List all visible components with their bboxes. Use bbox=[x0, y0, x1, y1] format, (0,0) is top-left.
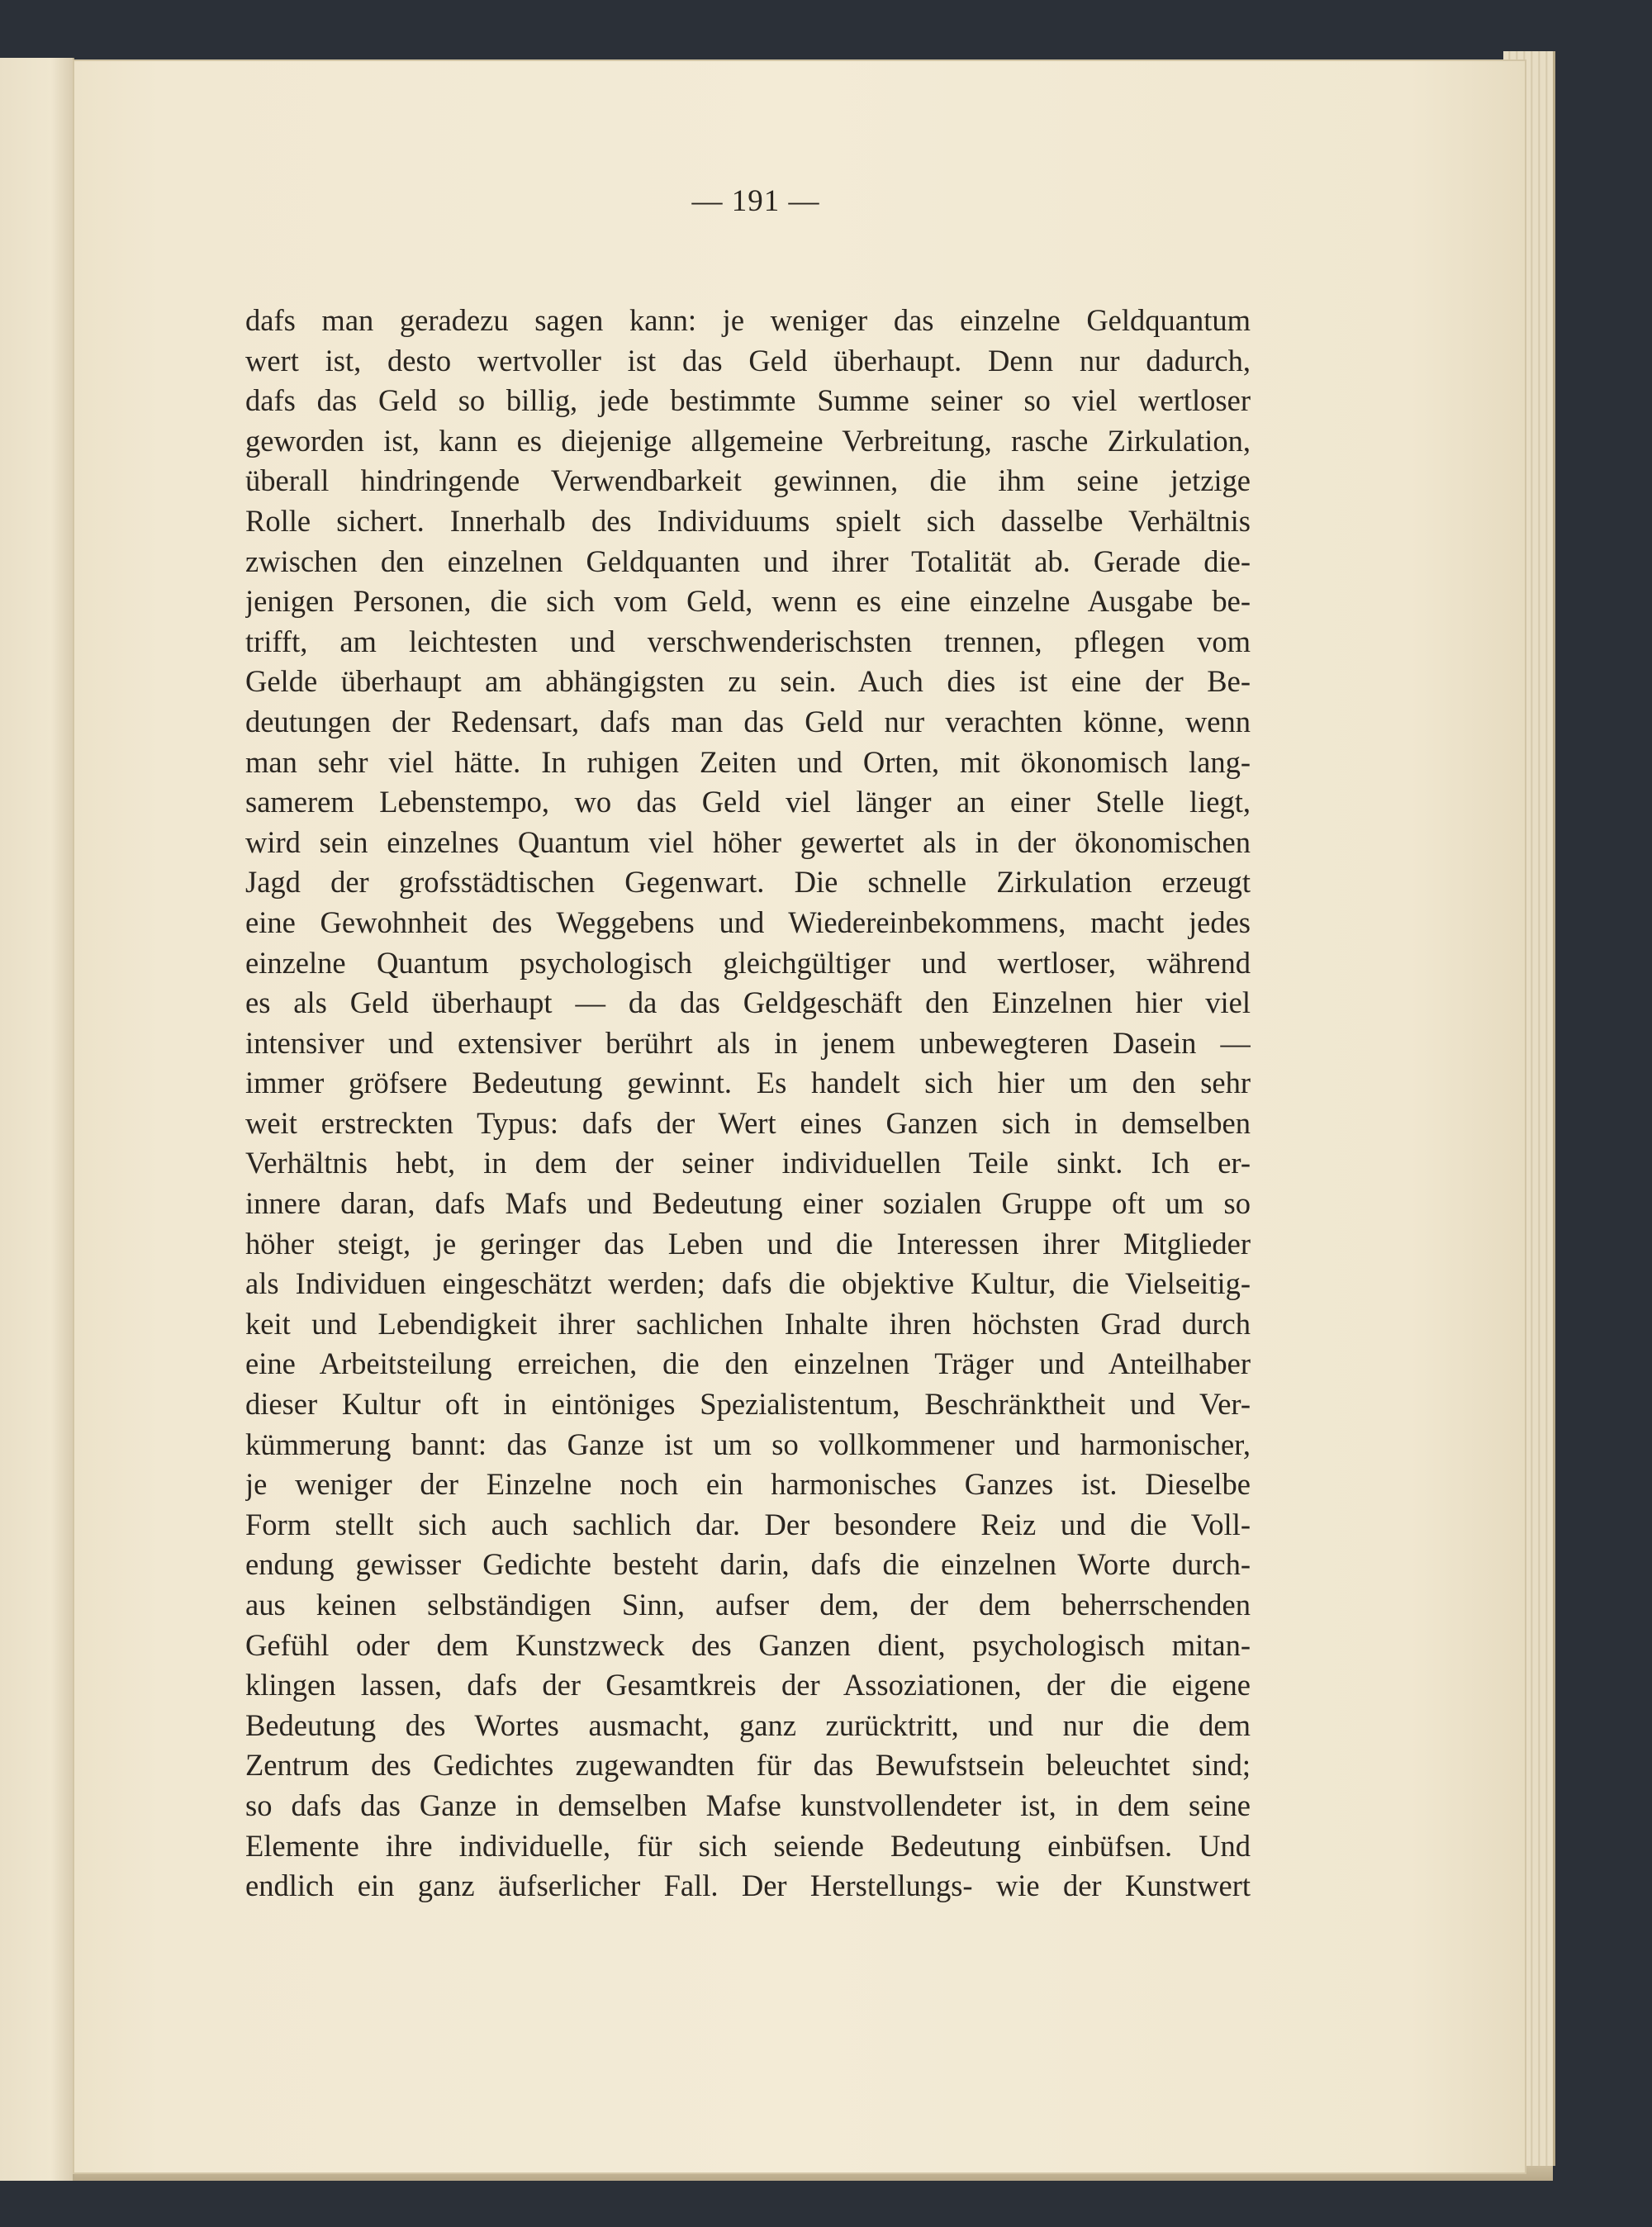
text-line: Rolle sichert. Innerhalb des Individuums spielt sich dasselbe Verhältnis bbox=[245, 503, 1251, 538]
text-line: weit erstreckten Typus: dafs der Wert eines Ganzen sich in demselben bbox=[245, 1105, 1251, 1140]
text-line: zwischen den einzelnen Geldquanten und ihrer Totalität ab. Gerade die- bbox=[245, 544, 1251, 578]
text-line: samerem Lebenstempo, wo das Geld viel länger an einer Stelle liegt, bbox=[245, 785, 1251, 819]
text-line: klingen lassen, dafs der Gesamtkreis der Assoziationen, der die eigene bbox=[245, 1668, 1251, 1702]
text-line: immer gröfsere Bedeutung gewinnt. Es handelt sich hier um den sehr bbox=[245, 1066, 1251, 1100]
text-line: aus keinen selbständigen Sinn, aufser dem, der dem beherrschenden bbox=[245, 1588, 1251, 1622]
text-line: jenigen Personen, die sich vom Geld, wenn es eine einzelne Ausgabe be- bbox=[245, 584, 1251, 619]
text-line: überall hindringende Verwendbarkeit gewinnen, die ihm seine jetzige bbox=[245, 463, 1251, 498]
text-line: geworden ist, kann es diejenige allgemeine Verbreitung, rasche Zirkulation, bbox=[245, 423, 1251, 458]
text-line: höher steigt, je geringer das Leben und die Interessen ihrer Mitglieder bbox=[245, 1226, 1251, 1261]
text-line: einzelne Quantum psychologisch gleichgültiger und wertloser, während bbox=[245, 945, 1251, 980]
body-text bbox=[245, 301, 1251, 1906]
text-line: intensiver und extensiver berührt als in jenem unbewegteren Dasein — bbox=[245, 1025, 1251, 1060]
page-number: — 191 — bbox=[691, 184, 820, 218]
text-line: kümmerung bannt: das Ganze ist um so vollkommener und harmonischer, bbox=[245, 1427, 1251, 1461]
text-line: wird sein einzelnes Quantum viel höher gewertet als in der ökonomischen bbox=[245, 824, 1251, 859]
text-line: Bedeutung des Wortes ausmacht, ganz zurücktritt, und nur die dem bbox=[245, 1707, 1251, 1742]
text-line: dafs man geradezu sagen kann: je weniger das einzelne Geldquantum bbox=[245, 303, 1251, 337]
text-line: je weniger der Einzelne noch ein harmonisches Ganzes ist. Dieselbe bbox=[245, 1467, 1251, 1502]
text-line: dafs das Geld so billig, jede bestimmte Summe seiner so viel wertloser bbox=[245, 383, 1251, 418]
text-line: trifft, am leichtesten und verschwenderischsten trennen, pflegen vom bbox=[245, 624, 1251, 658]
text-line: Form stellt sich auch sachlich dar. Der besondere Reiz und die Voll- bbox=[245, 1507, 1251, 1541]
text-line: endlich ein ganz äufserlicher Fall. Der Herstellungs- wie der Kunstwert bbox=[245, 1868, 1251, 1903]
text-line: dieser Kultur oft in eintöniges Spezialistentum, Beschränktheit und Ver- bbox=[245, 1387, 1251, 1422]
text-line: eine Gewohnheit des Weggebens und Wiedereinbekommens, macht jedes bbox=[245, 905, 1251, 939]
text-line: es als Geld überhaupt — da das Geldgeschäft den Einzelnen hier viel bbox=[245, 985, 1251, 1020]
facing-page-edge bbox=[0, 58, 74, 2181]
text-line: endung gewisser Gedichte besteht darin, dafs die einzelnen Worte durch- bbox=[245, 1547, 1251, 1582]
text-line: Gelde überhaupt am abhängigsten zu sein. Auch dies ist eine der Be- bbox=[245, 664, 1251, 699]
text-line: so dafs das Ganze in demselben Mafse kunstvollendeter ist, in dem seine bbox=[245, 1788, 1251, 1822]
text-line: als Individuen eingeschätzt werden; dafs die objektive Kultur, die Vielseitig- bbox=[245, 1266, 1251, 1301]
text-line: Verhältnis hebt, in dem der seiner individuellen Teile sinkt. Ich er- bbox=[245, 1146, 1251, 1180]
text-line: keit und Lebendigkeit ihrer sachlichen Inhalte ihren höchsten Grad durch bbox=[245, 1306, 1251, 1341]
text-line: deutungen der Redensart, dafs man das Geld nur verachten könne, wenn bbox=[245, 704, 1251, 738]
text-line: eine Arbeitsteilung erreichen, die den einzelnen Träger und Anteilhaber bbox=[245, 1346, 1251, 1381]
text-line: man sehr viel hätte. In ruhigen Zeiten und Orten, mit ökonomisch lang- bbox=[245, 744, 1251, 779]
text-line: Elemente ihre individuelle, für sich seiende Bedeutung einbüfsen. Und bbox=[245, 1828, 1251, 1863]
text-line: Zentrum des Gedichtes zugewandten für das Bewufstsein beleuchtet sind; bbox=[245, 1748, 1251, 1783]
text-line: Jagd der grofsstädtischen Gegenwart. Die schnelle Zirkulation erzeugt bbox=[245, 865, 1251, 900]
text-line: Gefühl oder dem Kunstzweck des Ganzen dient, psychologisch mitan- bbox=[245, 1627, 1251, 1662]
text-line: innere daran, dafs Mafs und Bedeutung einer sozialen Gruppe oft um so bbox=[245, 1186, 1251, 1221]
text-line: wert ist, desto wertvoller ist das Geld überhaupt. Denn nur dadurch, bbox=[245, 343, 1251, 377]
